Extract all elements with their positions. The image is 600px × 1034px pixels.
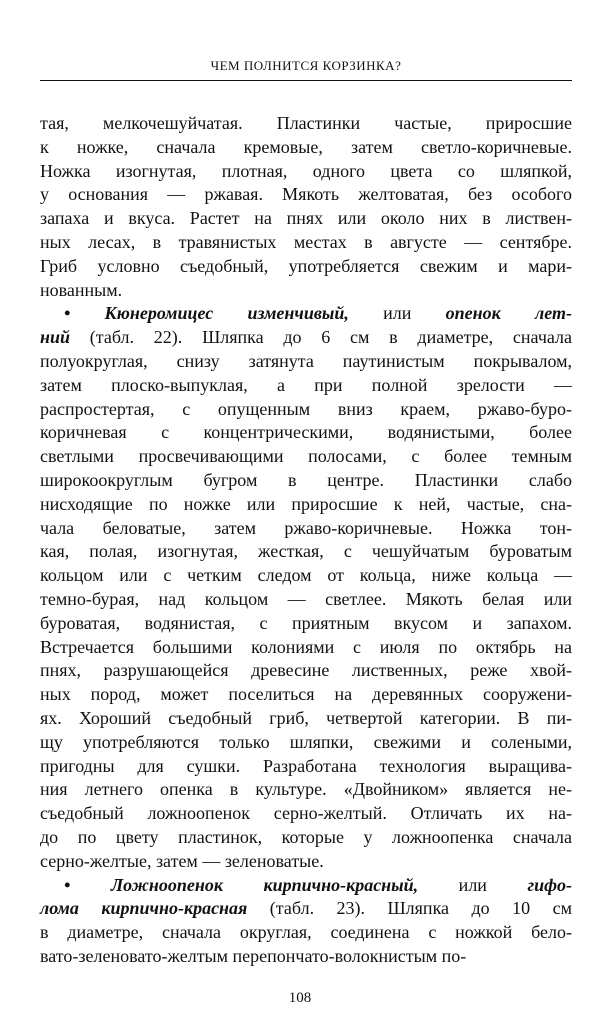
- text-line: [40, 826, 572, 850]
- paragraph: [40, 112, 572, 302]
- text-run: у основания — ржавая. Мякоть желтоватая, без особого: [40, 184, 572, 205]
- text-run: щу употребляются только шляпки, свежими и солеными,: [40, 731, 572, 752]
- term-bold-italic: опенок лет-: [445, 303, 572, 324]
- page-number: 108: [288, 990, 312, 1006]
- text-line: [40, 421, 572, 445]
- text-line: [40, 493, 572, 517]
- text-run: ях. Хороший съедобный гриб, четвертой категории. В пи-: [40, 707, 572, 728]
- text-run: съедобный ложноопенок серно-желтый. Отличать их на-: [40, 803, 572, 824]
- text-line: [40, 564, 572, 588]
- term-bold-italic: • Кюнеромицес изменчивый,: [64, 303, 349, 324]
- text-line: [40, 469, 572, 493]
- text-line: [40, 255, 572, 279]
- text-run: нованным.: [40, 279, 123, 300]
- text-run: ния летнего опенка в культуре. «Двойником» является не-: [40, 779, 572, 800]
- text-line: [40, 374, 572, 398]
- text-line: [40, 897, 572, 921]
- text-line: [40, 160, 572, 184]
- running-title: ЧЕМ ПОЛНИТСЯ КОРЗИНКА?: [210, 58, 402, 73]
- text-run: ных пород, может поселиться на деревянных сооружени-: [40, 684, 572, 705]
- text-run: серно-желтые, затем — зеленоватые.: [40, 850, 324, 871]
- text-line: [40, 136, 572, 160]
- term-bold-italic: ний: [40, 327, 71, 348]
- text-run: Ножка изогнутая, плотная, одного цвета со шляпкой,: [40, 160, 572, 181]
- text-run: в диаметре, сначала округлая, соединена с ножкой бело-: [40, 922, 572, 943]
- term-bold-italic: гифо-: [527, 874, 572, 895]
- text-line: [40, 612, 572, 636]
- text-line: [40, 636, 572, 660]
- text-run: пнях, разрушающейся древесине лиственных, реже хвой-: [40, 660, 572, 681]
- text-run: чала беловатые, затем ржаво-коричневые. Ножка тон-: [40, 517, 572, 538]
- text-line: [40, 279, 572, 303]
- text-line: [40, 231, 572, 255]
- text-line: [40, 755, 572, 779]
- text-run: темно-бурая, над кольцом — светлее. Мякоть белая или: [40, 588, 572, 609]
- text-run: (табл. 23). Шляпка до 10 см: [247, 898, 572, 919]
- text-run: буроватая, водянистая, с приятным вкусом и запахом.: [40, 612, 572, 633]
- text-line: [40, 398, 572, 422]
- text-line: [40, 112, 572, 136]
- text-line: [40, 588, 572, 612]
- text-line: [40, 683, 572, 707]
- term-bold-italic: лома кирпично-красная: [40, 898, 248, 919]
- text-line: [40, 731, 572, 755]
- text-run: полуокруглая, снизу затянута паутинистым покрывалом,: [40, 350, 572, 371]
- text-run: Гриб условно съедобный, употребляется свежим и мари-: [40, 255, 572, 276]
- text-line: [40, 802, 572, 826]
- paragraph: [40, 874, 572, 969]
- body-text: [40, 112, 572, 969]
- text-run: кая, полая, изогнутая, жесткая, с чешуйчатым буроватым: [40, 541, 572, 562]
- text-line: [40, 445, 572, 469]
- text-run: тая, мелкочешуйчатая. Пластинки частые, приросшие: [40, 113, 572, 133]
- text-line: [40, 945, 572, 969]
- text-line: [40, 707, 572, 731]
- text-line: [40, 540, 572, 564]
- header-rule: [40, 80, 572, 81]
- text-line: [40, 659, 572, 683]
- text-run: ных лесах, в травянистых местах в августе — сентябре.: [40, 231, 572, 252]
- text-run: запаха и вкуса. Растет на пнях или около них в листвен-: [40, 208, 572, 229]
- text-run: или: [348, 303, 446, 324]
- text-run: кольцом или с четким следом от кольца, ниже кольца —: [40, 565, 572, 586]
- text-run: пригодны для сушки. Разработана технология выращива-: [40, 755, 572, 776]
- text-run: до по цвету пластинок, которые у ложноопенка сначала: [40, 826, 572, 847]
- text-line: [40, 850, 572, 874]
- text-run: Встречается большими колониями с июля по октябрь на: [40, 636, 572, 657]
- text-run: широкоокруглым бугром в центре. Пластинки слабо: [40, 469, 572, 490]
- text-line: [40, 302, 572, 326]
- text-line: [40, 874, 572, 898]
- text-run: нисходящие по ножке или приросшие к ней, частые, сна-: [40, 493, 572, 514]
- text-line: [40, 207, 572, 231]
- text-line: [40, 183, 572, 207]
- text-line: [40, 517, 572, 541]
- text-run: распростертая, с опущенным вниз краем, ржаво-буро-: [40, 398, 572, 419]
- text-line: [40, 326, 572, 350]
- text-run: к ножке, сначала кремовые, затем светло-коричневые.: [40, 136, 572, 157]
- text-line: [40, 350, 572, 374]
- text-line: [40, 778, 572, 802]
- text-run: (табл. 22). Шляпка до 6 см в диаметре, сначала: [70, 327, 572, 348]
- text-run: затем плоско-выпуклая, а при полной зрелости —: [40, 374, 572, 395]
- paragraph: [40, 302, 572, 873]
- text-line: [40, 921, 572, 945]
- text-run: коричневая с концентрическими, водянистыми, более: [40, 422, 572, 443]
- term-bold-italic: • Ложноопенок кирпично-красный,: [64, 874, 419, 895]
- text-run: вато-зеленовато-желтым перепончато-волокнистым по-: [40, 945, 467, 966]
- text-run: светлыми просвечивающими полосами, с более темным: [40, 446, 572, 467]
- text-run: или: [418, 874, 528, 895]
